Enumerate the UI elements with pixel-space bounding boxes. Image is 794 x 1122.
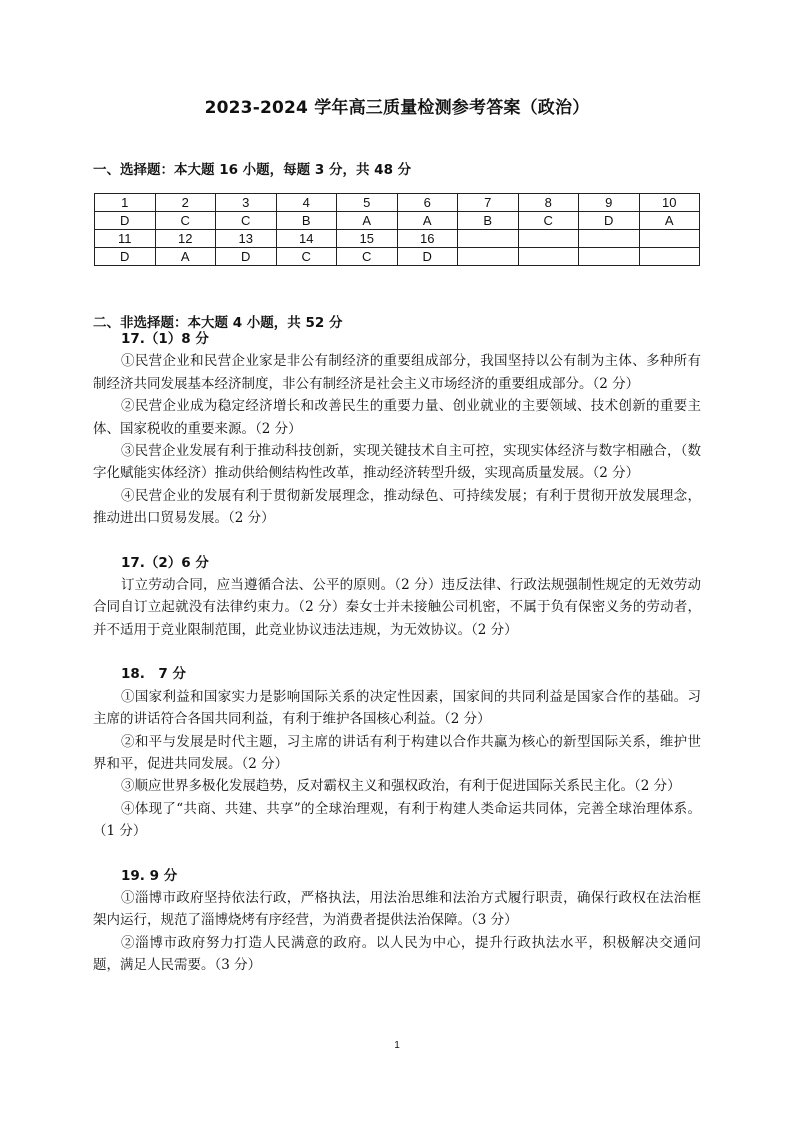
answer-table-cell: 5 bbox=[337, 194, 398, 212]
answer-table-cell: 8 bbox=[518, 194, 579, 212]
q17-1-point-4: ④民营企业的发展有利于贯彻新发展理念，推动绿色、可持续发展；有利于贯彻开放发展理念，推动进出口贸易发展。（2 分） bbox=[93, 487, 701, 527]
answer-table-cell bbox=[579, 248, 640, 266]
question-18-heading: 18. 7 分 bbox=[121, 666, 187, 683]
answer-table-cell bbox=[458, 230, 519, 248]
answer-table-cell: 2 bbox=[155, 194, 216, 212]
answer-table-cell: D bbox=[95, 212, 156, 230]
answer-table-cell: C bbox=[155, 212, 216, 230]
answer-table bbox=[94, 193, 700, 266]
q17-2-answer: 订立劳动合同，应当遵循合法、公平的原则。（2 分）违反法律、行政法规强制性规定的无效劳动合同自订立起就没有法律约束力。（2 分）秦女士并未接触公司机密，不属于负有保密义务的劳动者，并不适用于竞业限制范围，此竞业协议违法违规，为无效协议。（2 分） bbox=[93, 577, 701, 638]
q18-point-2: ②和平与发展是时代主题，习主席的讲话有利于构建以合作共赢为核心的新型国际关系，维护世界和平，促进共同发展。（2 分） bbox=[93, 733, 701, 772]
question-19-heading: 19. 9 分 bbox=[121, 867, 178, 884]
answer-table-cell bbox=[639, 248, 700, 266]
question-17-2-heading: 17.（2）6 分 bbox=[121, 554, 209, 571]
answer-table-cell: C bbox=[216, 212, 277, 230]
answer-table-cell: 12 bbox=[155, 230, 216, 248]
q19-point-1: ①淄博市政府坚持依法行政，严格执法，用法治思维和法治方式履行职责，确保行政权在法治框架内运行，规范了淄博烧烤有序经营，为消费者提供法治保障。（3 分） bbox=[93, 889, 701, 929]
answer-table-cell: 10 bbox=[639, 194, 700, 212]
answer-table-cell: 6 bbox=[397, 194, 458, 212]
answer-table-cell bbox=[639, 230, 700, 248]
answer-table-cell: 15 bbox=[337, 230, 398, 248]
answer-table-row bbox=[95, 230, 700, 248]
question-17-1-heading: 17.（1）8 分 bbox=[121, 331, 209, 347]
answer-table-cell bbox=[458, 248, 519, 266]
answer-table-row bbox=[95, 248, 700, 266]
answer-table-cell: 14 bbox=[276, 230, 337, 248]
answer-table-row bbox=[95, 212, 700, 230]
section-1-heading: 一、选择题：本大题 16 小题，每题 3 分，共 48 分 bbox=[93, 162, 412, 178]
answer-table-cell: D bbox=[397, 248, 458, 266]
answer-table-cell: A bbox=[155, 248, 216, 266]
q17-1-point-2: ②民营企业成为稳定经济增长和改善民生的重要力量、创业就业的主要领域、技术创新的重要主体、国家税收的重要来源。（2 分） bbox=[93, 398, 701, 437]
q17-1-point-3: ③民营企业发展有利于推动科技创新，实现关键技术自主可控，实现实体经济与数字相融合，（数字化赋能实体经济）推动供给侧结构性改革，推动经济转型升级，实现高质量发展。（2 分） bbox=[93, 443, 701, 482]
q18-point-1: ①国家利益和国家实力是影响国际关系的决定性因素，国家间的共同利益是国家合作的基础。习主席的讲话符合各国共同利益，有利于维护各国核心利益。（2 分） bbox=[93, 688, 701, 728]
answer-table-cell: A bbox=[337, 212, 398, 230]
answer-table-cell: 1 bbox=[95, 194, 156, 212]
answer-table-cell: 13 bbox=[216, 230, 277, 248]
q19-point-2: ②淄博市政府努力打造人民满意的政府。以人民为中心，提升行政执法水平，积极解决交通问题，满足人民需要。（3 分） bbox=[93, 934, 701, 974]
q17-1-point-1: ①民营企业和民营企业家是非公有制经济的重要组成部分，我国坚持以公有制为主体、多种所有制经济共同发展基本经济制度，非公有制经济是社会主义市场经济的重要组成部分。（2 分） bbox=[93, 353, 701, 392]
answer-table-cell: C bbox=[276, 248, 337, 266]
answer-table-cell bbox=[518, 248, 579, 266]
answer-table-cell: D bbox=[579, 212, 640, 230]
answer-table-cell: D bbox=[95, 248, 156, 266]
answer-table-cell: A bbox=[639, 212, 700, 230]
answer-table-cell: 3 bbox=[216, 194, 277, 212]
answer-table-cell: A bbox=[397, 212, 458, 230]
answer-table-cell: 9 bbox=[579, 194, 640, 212]
answer-table-cell: 4 bbox=[276, 194, 337, 212]
page-number: 1 bbox=[394, 1040, 400, 1051]
answer-table-cell: B bbox=[276, 212, 337, 230]
answer-table-cell: C bbox=[518, 212, 579, 230]
answer-table-cell bbox=[518, 230, 579, 248]
answer-table-cell: B bbox=[458, 212, 519, 230]
answer-table-cell: 16 bbox=[397, 230, 458, 248]
q18-point-4: ④体现了“共商、共建、共享”的全球治理观，有利于构建人类命运共同体，完善全球治理体系。（1 分） bbox=[93, 800, 701, 840]
answer-table-cell: D bbox=[216, 248, 277, 266]
answer-table-cell: C bbox=[337, 248, 398, 266]
answer-table-cell: 11 bbox=[95, 230, 156, 248]
section-2-heading: 二、非选择题：本大题 4 小题，共 52 分 bbox=[93, 315, 343, 331]
page-title: 2023-2024 学年高三质量检测参考答案（政治） bbox=[204, 98, 590, 118]
q18-point-3: ③顺应世界多极化发展趋势，反对霸权主义和强权政治，有利于促进国际关系民主化。（2 分） bbox=[121, 778, 681, 795]
answer-table-cell bbox=[579, 230, 640, 248]
answer-table-cell: 7 bbox=[458, 194, 519, 212]
answer-table-row bbox=[95, 194, 700, 212]
answers-content bbox=[93, 328, 701, 977]
